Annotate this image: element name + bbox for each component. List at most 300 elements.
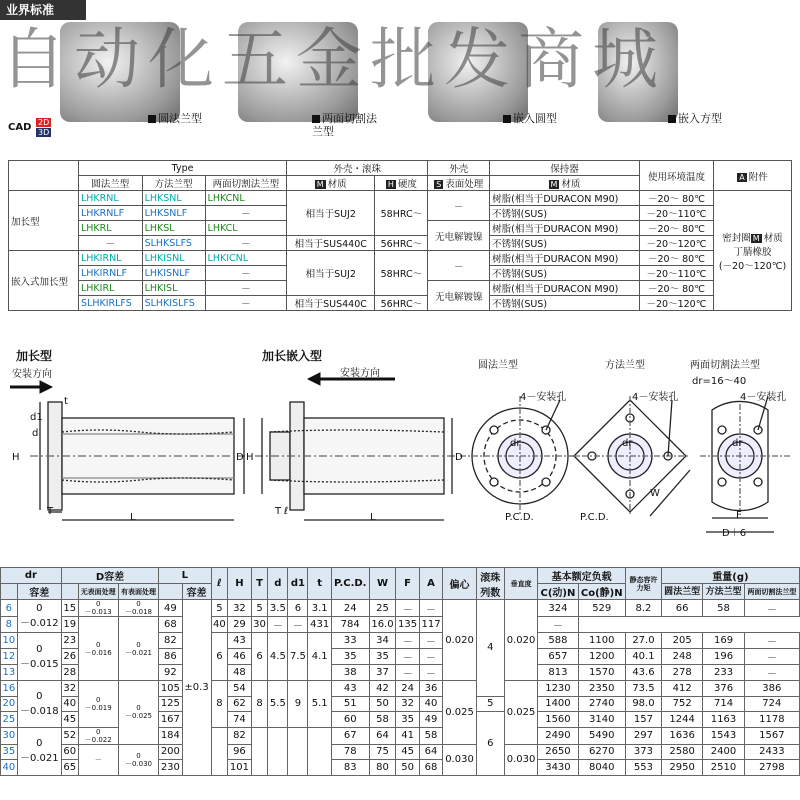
M-cell: 27.0	[625, 633, 661, 649]
w1-cell: 2580	[661, 744, 702, 760]
t-cell: 4.1	[308, 633, 331, 681]
part-code[interactable]: LHKRL	[79, 221, 143, 236]
T-cell	[251, 727, 268, 775]
L-cell: 184	[159, 727, 182, 744]
square-flange-view-label: 方法兰型	[605, 360, 645, 371]
Co-cell: 8040	[578, 760, 625, 776]
caption-round-flange: 圆法兰型	[148, 112, 202, 125]
w2-cell: 58	[703, 600, 744, 617]
round-flange-bearing-image	[60, 22, 180, 122]
dr-cell: 12	[1, 649, 18, 665]
surf-cell: 无电解镀镍	[428, 281, 490, 311]
D-cell: 19	[61, 617, 78, 633]
d1-cell: 9	[288, 681, 308, 728]
W-cell: 25	[369, 600, 396, 617]
dr-cell: 8	[1, 617, 18, 633]
balls-cell: 6	[476, 712, 504, 776]
D-cell: 28	[61, 665, 78, 681]
L-cell: 92	[159, 665, 182, 681]
w3-cell: －	[744, 600, 799, 617]
part-code[interactable]: SLHKISLFS	[142, 296, 205, 311]
env-cell: －20～120℃	[639, 236, 713, 251]
part-code[interactable]: LHKIRL	[79, 281, 143, 296]
th-t: t	[308, 568, 331, 600]
type-table	[8, 160, 792, 311]
th-L-blank	[159, 584, 182, 600]
w3-cell: 1567	[744, 727, 799, 744]
D-cell: 60	[61, 744, 78, 760]
F-cell: 45	[396, 744, 419, 760]
th-F: F	[396, 568, 419, 600]
F-cell: －	[396, 633, 419, 649]
D-tol-no-cell: 0 －0.016	[78, 617, 118, 681]
dr-range-label: dr=16～40	[692, 376, 747, 387]
L-cell: 86	[159, 649, 182, 665]
dim-dr-round: dr	[510, 438, 521, 449]
A-cell: 40	[419, 696, 442, 712]
D-tol-no-cell: 0 －0.022	[78, 727, 118, 744]
W-cell: 50	[369, 696, 396, 712]
d1-cell: 6	[288, 600, 308, 617]
M-cell: 98.0	[625, 696, 661, 712]
Co-cell: 784	[331, 617, 369, 633]
L-cell: 125	[159, 696, 182, 712]
th-pcd: P.C.D.	[331, 568, 369, 600]
dim-d1-1: d1	[30, 412, 43, 423]
w1-cell: 752	[661, 696, 702, 712]
A-cell: 68	[419, 760, 442, 776]
part-code[interactable]: LHKSNLF	[142, 206, 205, 221]
D-cell: 40	[61, 696, 78, 712]
part-code: －	[205, 281, 287, 296]
round-flange-front-view	[460, 396, 580, 516]
dim-W: W	[650, 488, 660, 499]
table-row	[9, 296, 792, 311]
W-cell: 75	[369, 744, 396, 760]
t-cell	[308, 727, 331, 775]
w2-cell: 2510	[703, 760, 744, 776]
acc-key: A	[739, 172, 745, 182]
pcd-cell: 33	[331, 633, 369, 649]
A-cell: －	[419, 633, 442, 649]
T-cell: 6	[251, 633, 268, 681]
w2-cell: 714	[703, 696, 744, 712]
env-cell: －20～ 80℃	[639, 281, 713, 296]
dim-T-1: T	[47, 506, 54, 517]
dim-D-2: D	[455, 452, 463, 463]
acc-m-key: M	[752, 233, 760, 243]
w2-cell: 1163	[703, 712, 744, 728]
w1-cell: 412	[661, 681, 702, 697]
D-cell: 32	[61, 681, 78, 697]
install-dir-label-2: 安装方向	[340, 368, 380, 379]
C-cell: 431	[308, 617, 331, 633]
mat-cell: 相当于SUS440C	[287, 236, 375, 251]
cad-3d-badge: 3D	[38, 128, 50, 137]
standard-tag: 业界标准	[0, 0, 86, 20]
ecc-cell: 0.030	[443, 744, 477, 775]
pcd-label-round: P.C.D.	[505, 512, 534, 523]
drawing-title-pilot: 加长嵌入型	[262, 349, 323, 363]
t-cell: 5.1	[308, 681, 331, 728]
acc-label: 附件	[748, 171, 768, 183]
ecc-cell: 0.025	[443, 681, 477, 745]
C-cell: 324	[538, 600, 578, 617]
ret-cell: 不锈钢(SUS)	[490, 206, 640, 221]
d-cell: 4.5	[268, 633, 288, 681]
C-cell: 813	[538, 665, 578, 681]
W-cell: 58	[369, 712, 396, 728]
dr-tol-cell: 0 －0.021	[17, 727, 61, 775]
dr-tol-cell: 0 －0.018	[17, 681, 61, 728]
dr-tol-cell: 0 －0.015	[17, 633, 61, 681]
H-cell: 43	[228, 633, 251, 649]
H-cell: 46	[228, 649, 251, 665]
w3-cell: 1178	[744, 712, 799, 728]
D-cell: 52	[61, 727, 78, 744]
t-cell: 3.1	[308, 600, 331, 617]
ret-cell: 不锈钢(SUS)	[490, 236, 640, 251]
dim-L-2: L	[370, 512, 376, 523]
th-dr: dr	[1, 568, 62, 584]
M-cell: 297	[625, 727, 661, 744]
hole-label-round: 4－安装孔	[520, 392, 567, 403]
Co-cell: 1100	[578, 633, 625, 649]
w2-cell: 2400	[703, 744, 744, 760]
dim-H-2: H	[246, 452, 254, 463]
th-w-round: 圆法兰型	[661, 584, 702, 600]
th-L: L	[159, 568, 211, 584]
th-Co: Co(静)N	[578, 584, 625, 600]
part-code[interactable]: SLHKIRLFS	[79, 296, 143, 311]
drawing-title-long: 加长型	[16, 349, 53, 363]
hard-cell: 56HRC～	[375, 236, 428, 251]
acc-c: 丁腈橡胶	[733, 246, 772, 258]
acc-d: (－20～120℃)	[718, 260, 787, 272]
cut-th: 两面切割法兰型	[205, 176, 287, 191]
part-code[interactable]: SLHKSLFS	[142, 236, 205, 251]
th-w-square: 方法兰型	[703, 584, 744, 600]
F-cell: －	[268, 617, 288, 633]
th-load: 基本额定负载	[538, 568, 626, 584]
th-C: C(动)N	[538, 584, 578, 600]
F-cell: 41	[396, 727, 419, 744]
ret-cell: 树脂(相当于DURACON M90)	[490, 281, 640, 296]
watermark: 自动化五金批发商城	[0, 21, 666, 96]
C-cell: 1230	[538, 681, 578, 697]
Co-cell: 2350	[578, 681, 625, 697]
A-cell: －	[419, 649, 442, 665]
d-cell	[268, 727, 288, 775]
hole-label-square: 4－安装孔	[632, 392, 679, 403]
dim-t-1: t	[64, 396, 68, 407]
D-tol-no-cell: 0 －0.019	[78, 681, 118, 728]
part-code[interactable]: LHKSL	[142, 221, 205, 236]
mat-key: M	[316, 180, 324, 189]
w3-cell: －	[744, 633, 799, 649]
surf-cell: －	[428, 191, 490, 221]
w1-cell: 1636	[661, 727, 702, 744]
M-cell: 40.1	[625, 649, 661, 665]
table-row	[9, 236, 792, 251]
hard-key: H	[387, 180, 394, 189]
H-cell: 96	[228, 744, 251, 760]
H-cell: 74	[228, 712, 251, 728]
C-cell: 2650	[538, 744, 578, 760]
table-row	[1, 681, 800, 697]
cad-badge[interactable]	[8, 118, 62, 140]
pcd-label-square: P.C.D.	[580, 512, 609, 523]
dr-cell: 6	[1, 600, 18, 617]
M-cell: 43.6	[625, 665, 661, 681]
D-cell: 45	[61, 712, 78, 728]
A-cell: 36	[419, 681, 442, 697]
th-dr-blank	[1, 584, 18, 600]
table-row	[1, 617, 800, 633]
D-tol-yes-cell: 0 －0.018	[118, 600, 158, 617]
table-row	[1, 600, 800, 617]
part-code[interactable]: LHKICNL	[205, 251, 287, 266]
part-code[interactable]: LHKIRNLF	[79, 266, 143, 281]
w1-cell: 135	[396, 617, 419, 633]
w2-cell: 1543	[703, 727, 744, 744]
d-cell: 3.5	[268, 600, 288, 617]
table-row	[1, 744, 800, 760]
pcd-cell: 78	[331, 744, 369, 760]
part-code[interactable]: LHKISNLF	[142, 266, 205, 281]
part-code[interactable]: LHKCL	[205, 221, 287, 236]
D-cell: 15	[61, 600, 78, 617]
hard-cell: 58HRC～	[375, 191, 428, 236]
round-th: 圆法兰型	[79, 176, 143, 191]
Co-cell: 3140	[578, 712, 625, 728]
th-balls: 滚珠列数	[476, 568, 504, 600]
d1-cell: 7.5	[288, 633, 308, 681]
A-cell: －	[419, 600, 442, 617]
w1-cell: 278	[661, 665, 702, 681]
D-tol-no-cell: －	[78, 744, 118, 775]
th-l: ℓ	[211, 568, 228, 600]
L-cell: 105	[159, 681, 182, 697]
group-long: 加长型	[9, 191, 79, 251]
type-th-blank	[9, 161, 79, 191]
install-arrow-1	[10, 381, 52, 393]
W-cell: 64	[369, 727, 396, 744]
C-cell: 1560	[538, 712, 578, 728]
H-cell: 40	[211, 617, 228, 633]
dim-D6: D＋6	[722, 528, 747, 539]
part-code: －	[205, 266, 287, 281]
cad-label: CAD	[8, 122, 32, 133]
hard-cell: 58HRC～	[375, 251, 428, 296]
D-cell: 26	[61, 649, 78, 665]
th-weight: 重量(g)	[661, 568, 799, 584]
th-D: D容差	[61, 568, 158, 584]
pcd-cell: 43	[331, 681, 369, 697]
spec-table	[0, 567, 800, 776]
acc-a: 密封圈	[722, 232, 751, 244]
D-tol-yes-cell: 0 －0.025	[118, 681, 158, 745]
caption-pilot-round: 嵌入圆型	[503, 112, 557, 125]
Co-cell: 1570	[578, 665, 625, 681]
w3-cell: －	[538, 617, 578, 633]
dr-cell: 35	[1, 744, 18, 760]
acc-cell	[714, 191, 792, 311]
ret-cell: 树脂(相当于DURACON M90)	[490, 191, 640, 206]
dim-L-1: L	[130, 512, 136, 523]
L-cell: 49	[159, 600, 182, 617]
perp-cell: 0.030	[504, 744, 538, 775]
M-cell: 73.5	[625, 681, 661, 697]
C-cell: 3430	[538, 760, 578, 776]
part-code: －	[205, 206, 287, 221]
part-code: －	[79, 236, 143, 251]
A-cell: 58	[419, 727, 442, 744]
env-cell: －20～ 80℃	[639, 191, 713, 206]
H-cell: 62	[228, 696, 251, 712]
ret-cell: 不锈钢(SUS)	[490, 266, 640, 281]
acc-b: 材质	[763, 232, 783, 244]
H-cell: 54	[228, 681, 251, 697]
w3-cell: 2433	[744, 744, 799, 760]
pcd-cell: 51	[331, 696, 369, 712]
ret-cell: 树脂(相当于DURACON M90)	[490, 251, 640, 266]
pcd-cell: 67	[331, 727, 369, 744]
part-code[interactable]: LHKCNL	[205, 191, 287, 206]
dim-d-1: d	[32, 428, 39, 439]
dim-H-1: H	[12, 452, 20, 463]
acc-th	[714, 161, 792, 191]
table-row	[9, 251, 792, 266]
th-T: T	[251, 568, 268, 600]
ret-key: M	[550, 180, 558, 189]
balls-cell: 4	[476, 600, 504, 697]
mat-cell: 相当于SUJ2	[287, 191, 375, 236]
F-cell: －	[396, 649, 419, 665]
install-dir-label-1: 安装方向	[12, 369, 52, 380]
mat-th	[287, 176, 375, 191]
pcd-cell: 38	[331, 665, 369, 681]
part-code[interactable]: LHKIRNL	[79, 251, 143, 266]
A-cell: －	[288, 617, 308, 633]
hard-th	[375, 176, 428, 191]
F-cell: 50	[396, 760, 419, 776]
w3-cell: 2798	[744, 760, 799, 776]
L-cell: 200	[159, 744, 182, 760]
F-cell: 24	[396, 681, 419, 697]
T-cell: 8	[251, 681, 268, 728]
dr-cell: 20	[1, 696, 18, 712]
ret-mat-label: 材质	[561, 179, 581, 190]
W-cell: 80	[369, 760, 396, 776]
env-cell: －20～110℃	[639, 266, 713, 281]
square-th: 方法兰型	[142, 176, 205, 191]
w2-cell: 376	[703, 681, 744, 697]
cut-flange-front-view	[700, 396, 790, 532]
ret-mat-th	[490, 176, 640, 191]
L-cell: 167	[159, 712, 182, 728]
part-code[interactable]: LHKRNL	[79, 191, 143, 206]
env-cell: －20～ 80℃	[639, 221, 713, 236]
surf-cell: 无电解镀镍	[428, 221, 490, 251]
dim-l-2: ℓ	[284, 506, 289, 517]
C-cell: 1400	[538, 696, 578, 712]
dr-cell: 40	[1, 760, 18, 776]
w2-cell: 117	[419, 617, 442, 633]
Co-cell: 1200	[578, 649, 625, 665]
T-cell: 5	[251, 600, 268, 617]
part-code: －	[205, 296, 287, 311]
dim-dr-cut: dr	[732, 438, 743, 449]
dim-dr-square: dr	[622, 438, 633, 449]
l-cell: 8	[211, 681, 228, 728]
shell-th: 外壳・滚珠	[287, 161, 428, 176]
part-code[interactable]: LHKISNL	[142, 251, 205, 266]
hard-label: 硬度	[397, 179, 417, 190]
two-side-cut-flange-bearing-image	[238, 22, 358, 122]
L-cell: 230	[159, 760, 182, 776]
w2-cell: 233	[703, 665, 744, 681]
part-code[interactable]: LHKSNL	[142, 191, 205, 206]
M-cell: 8.2	[625, 600, 661, 617]
side-view-long	[30, 402, 245, 520]
W-cell: 37	[369, 665, 396, 681]
d1-cell	[288, 727, 308, 775]
C-cell: 657	[538, 649, 578, 665]
pcd-cell: 60	[331, 712, 369, 728]
side-view-pilot	[255, 402, 455, 520]
surf-cell: －	[428, 251, 490, 281]
env-cell: －20～120℃	[639, 296, 713, 311]
dr-cell: 13	[1, 665, 18, 681]
ret-cell: 不锈钢(SUS)	[490, 296, 640, 311]
M-cell: 373	[625, 744, 661, 760]
th-moment: 静态容许力矩	[625, 568, 661, 600]
th-D-surf: 有表面处理	[118, 584, 158, 600]
th-W: W	[369, 568, 396, 600]
cut-flange-view-label: 两面切割法兰型	[690, 360, 760, 371]
ret-cell: 树脂(相当于DURACON M90)	[490, 221, 640, 236]
retainer-th: 保持器	[490, 161, 640, 176]
Co-cell: 529	[578, 600, 625, 617]
th-D-no-surf: 无表面处理	[78, 584, 118, 600]
w1-cell: 248	[661, 649, 702, 665]
hard-cell: 56HRC～	[375, 296, 428, 311]
th-dr-tol: 容差	[17, 584, 61, 600]
dim-D-1: D	[236, 452, 244, 463]
dr-tol-cell: 0 －0.012	[17, 600, 61, 633]
part-code[interactable]: LHKISL	[142, 281, 205, 296]
dim-F: F	[736, 510, 742, 521]
dr-cell: 10	[1, 633, 18, 649]
l-cell: 5	[211, 600, 228, 617]
A-cell: 64	[419, 744, 442, 760]
d-cell: 5.5	[268, 681, 288, 728]
A-cell: －	[419, 665, 442, 681]
pilot-round-bearing-image	[428, 22, 528, 122]
Co-cell: 5490	[578, 727, 625, 744]
env-cell: －20～110℃	[639, 206, 713, 221]
F-cell: －	[396, 665, 419, 681]
part-code[interactable]: LHKRNLF	[79, 206, 143, 221]
H-cell: 82	[228, 727, 251, 744]
caption-cut-flange: 两面切割法兰型	[312, 112, 382, 138]
dr-cell: 25	[1, 712, 18, 728]
install-arrow-2	[308, 373, 395, 385]
D-tol-yes-cell: 0 －0.030	[118, 744, 158, 775]
th-d: d	[268, 568, 288, 600]
F-cell: 32	[396, 696, 419, 712]
